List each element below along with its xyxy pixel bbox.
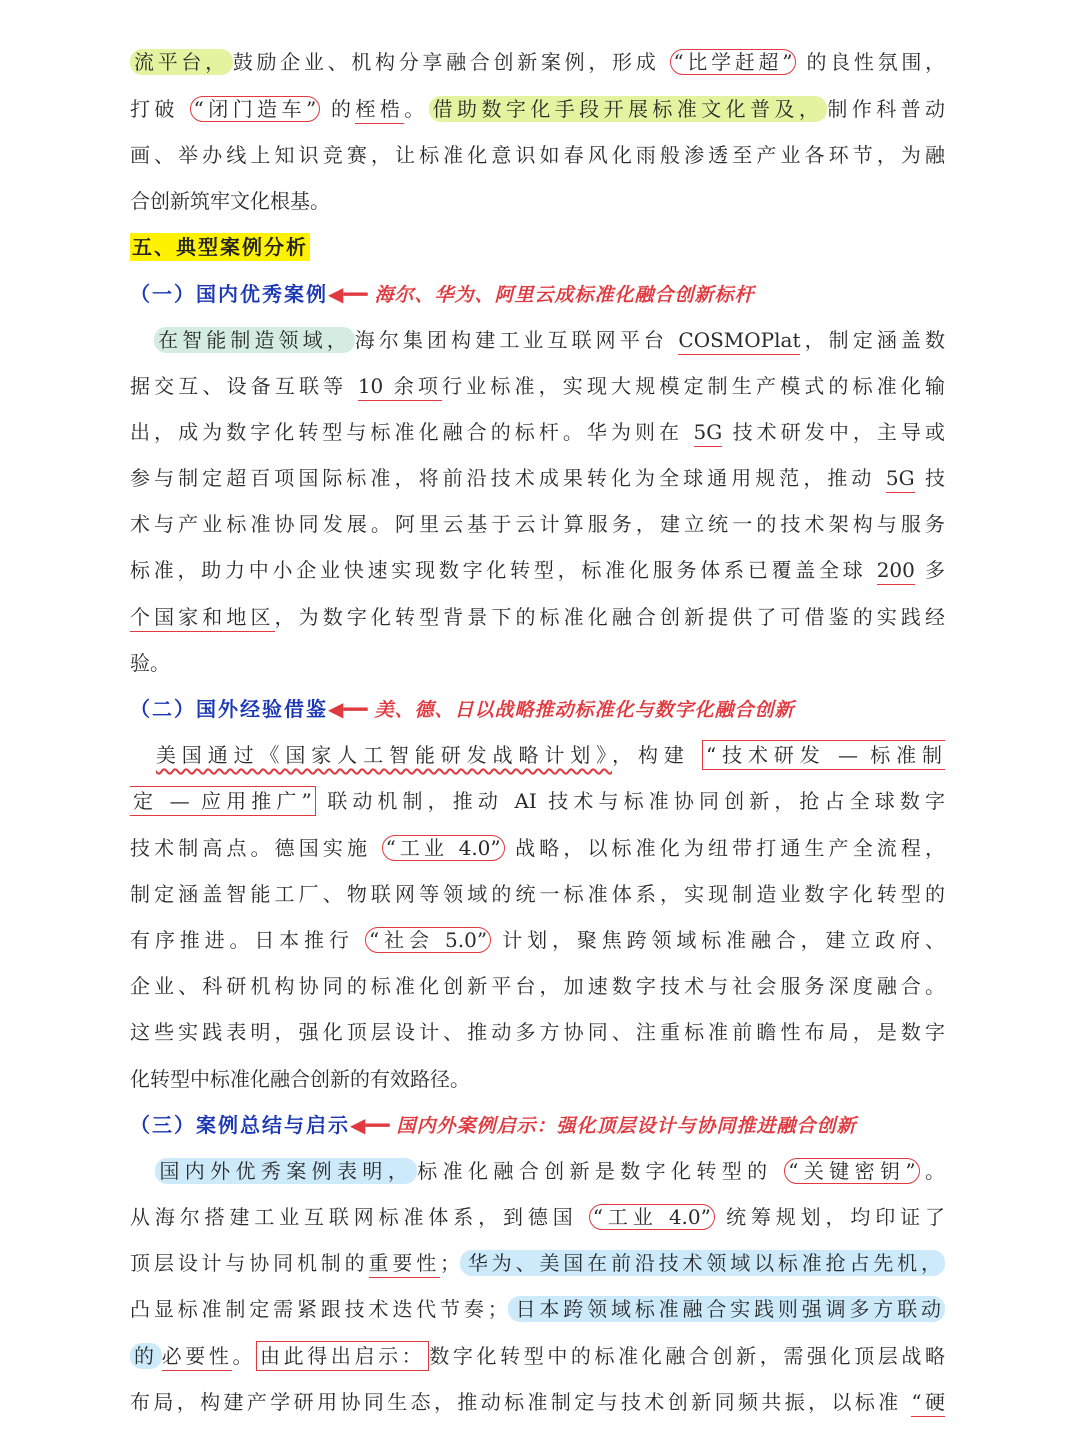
- text-line: [130, 603, 945, 631]
- text-line: [130, 741, 945, 769]
- text-run: 的良性氛围，: [796, 50, 946, 74]
- text-run: 鼓励企业、机构分享融合创新案例，形成: [232, 50, 670, 74]
- text-line: [130, 880, 945, 908]
- text-line: [130, 187, 945, 215]
- text-run: 联动机制，推动 AI 技术与标准协同创新，抢占全球数字: [315, 789, 945, 813]
- text-run: ，构建: [612, 743, 702, 767]
- text-line: [130, 787, 945, 815]
- marked-ul: 5G: [694, 420, 723, 447]
- marked-wavy: 美国通过《国家人工智能研发战略计划》: [155, 743, 613, 767]
- text-run: 打破: [130, 97, 190, 121]
- text-run: 数字化转型中的标准化融合创新，需强化顶层战略: [429, 1344, 946, 1368]
- text-line: [130, 1388, 945, 1416]
- marked-hl-b: 的: [130, 1343, 162, 1369]
- text-line: [130, 95, 945, 123]
- text-line: [130, 556, 945, 584]
- text-run: 技术制高点。德国实施: [130, 836, 382, 860]
- text-run: 。: [232, 1344, 257, 1368]
- text-run: 制作科普动: [827, 97, 946, 121]
- marked-ul: 桎梏: [355, 97, 404, 124]
- text-line: [130, 1157, 945, 1185]
- text-line: [130, 926, 945, 954]
- text-run: 企业、科研机构协同的标准化创新平台，加速数字技术与社会服务深度融合。: [130, 974, 945, 998]
- marked-arrow: ◀━━: [350, 1113, 397, 1137]
- text-run: ，制定涵盖数: [800, 328, 946, 352]
- text-line: [130, 834, 945, 862]
- text-line: [130, 1065, 945, 1093]
- subsection-heading: [130, 1111, 945, 1140]
- marked-note: 国内外案例启示：强化顶层设计与协同推进融合创新: [396, 1115, 857, 1137]
- marked-oval: “工业 4.0”: [382, 835, 505, 861]
- text-run: 技术研发中，主导或: [722, 420, 946, 444]
- marked-hl-b: 国内外优秀案例表明，: [155, 1158, 417, 1184]
- marked-ul: 5G: [886, 466, 915, 493]
- text-line: [130, 1295, 945, 1323]
- text-run: 制定涵盖智能工厂、物联网等领域的统一标准体系，实现制造业数字化转型的: [130, 882, 945, 906]
- text-run: 出，成为数字化转型与标准化融合的标杆。华为则在: [130, 420, 694, 444]
- text-line: [130, 464, 945, 492]
- marked-h-blue: （二）国外经验借鉴: [130, 697, 328, 721]
- text-run: 术与产业标准协同发展。阿里云基于云计算服务，建立统一的技术架构与服务: [130, 512, 945, 536]
- marked-h-blue: （三）案例总结与启示: [130, 1113, 350, 1137]
- text-run: 从海尔搭建工业互联网标准体系，到德国: [130, 1205, 589, 1229]
- marked-oval: “社会 5.0”: [365, 927, 491, 953]
- text-run: 多: [914, 558, 946, 582]
- text-line: [130, 418, 945, 446]
- marked-note: 海尔、华为、阿里云成标准化融合创新标杆: [374, 284, 755, 306]
- text-run: 顶层设计与协同机制的: [130, 1251, 369, 1275]
- marked-h-yellow: 五、典型案例分析: [132, 235, 308, 259]
- text-line: [130, 141, 945, 169]
- marked-box-l: “技术研发 — 标准制: [702, 740, 945, 770]
- text-line: [130, 372, 945, 400]
- text-run: ；: [440, 1251, 461, 1275]
- text-line: [130, 1249, 945, 1277]
- text-run: 有序推进。日本推行: [130, 928, 365, 952]
- marked-hl-g: 借助数字化手段开展标准文化普及，: [429, 96, 828, 122]
- marked-arrow: ◀━━: [328, 282, 375, 306]
- section-heading: [130, 233, 945, 261]
- marked-hl-g: 流平台，: [130, 49, 233, 75]
- marked-arrow: ◀━━: [328, 697, 375, 721]
- text-run: 。: [919, 1159, 946, 1183]
- text-run: 技: [914, 466, 945, 490]
- text-run: 计划，聚焦跨领域标准融合，建立政府、: [491, 928, 945, 952]
- marked-box: 由此得出启示：: [256, 1341, 429, 1371]
- text-run: 合创新筑牢文化根基。: [130, 189, 330, 213]
- text-line: [130, 510, 945, 538]
- text-run: 参与制定超百项国际标准，将前沿技术成果转化为全球通用规范，推动: [130, 466, 886, 490]
- marked-hl-b: 华为、美国在前沿技术领域以标准抢占先机，: [460, 1250, 945, 1276]
- text-run: 。: [404, 97, 429, 121]
- text-run: 凸显标准制定需紧跟技术迭代节奏；: [130, 1297, 508, 1321]
- text-run: [130, 328, 154, 352]
- text-run: 海尔集团构建工业互联网平台: [354, 328, 679, 352]
- text-run: 战略，以标准化为纽带打通生产全流程，: [504, 836, 945, 860]
- marked-oval: “比学赶超”: [670, 49, 797, 75]
- text-run: 统筹规划，均印证了: [714, 1205, 945, 1229]
- text-run: [130, 1159, 155, 1183]
- text-line: [130, 972, 945, 1000]
- text-line: [130, 1342, 945, 1370]
- text-run: 标准化融合创新是数字化转型的: [417, 1159, 785, 1183]
- marked-ul: 10 余项: [358, 374, 442, 401]
- marked-h-blue: （一）国内优秀案例: [130, 282, 328, 306]
- marked-hl-t: 在智能制造领域，: [154, 327, 355, 353]
- subsection-heading: [130, 280, 945, 309]
- marked-hl-b: 日本跨领域标准融合实践则强调多方联动: [508, 1296, 945, 1322]
- marked-note: 美、德、日以战略推动标准化与数字化融合创新: [374, 699, 795, 721]
- text-run: ，为数字化转型背景下的标准化融合创新提供了可借鉴的实践经: [274, 605, 946, 629]
- text-run: 行业标准，实现大规模定制生产模式的标准化输: [442, 374, 946, 398]
- text-run: 验。: [130, 651, 170, 675]
- subsection-heading: [130, 695, 945, 724]
- marked-box-r: 定 — 应用推广”: [130, 786, 316, 816]
- marked-ul: 重要性: [369, 1251, 441, 1278]
- marked-oval: “关键密钥”: [784, 1158, 919, 1184]
- text-run: 画、举办线上知识竞赛，让标准化意识如春风化雨般渗透至产业各环节，为融: [130, 143, 945, 167]
- marked-ul: 必要性: [162, 1344, 233, 1371]
- text-run: 的: [320, 97, 356, 121]
- text-run: 据交互、设备互联等: [130, 374, 358, 398]
- text-run: 这些实践表明，强化顶层设计、推动多方协同、注重标准前瞻性布局，是数字: [130, 1020, 945, 1044]
- marked-ul: “硬: [911, 1390, 945, 1417]
- text-run: [130, 743, 156, 767]
- text-run: 化转型中标准化融合创新的有效路径。: [130, 1067, 470, 1091]
- marked-ul: 个国家和地区: [130, 605, 275, 632]
- marked-ul: 200: [877, 558, 915, 585]
- marked-ul: COSMOPlat: [678, 328, 800, 355]
- text-run: 布局，构建产学研用协同生态，推动标准制定与技术创新同频共振，以标准: [130, 1390, 912, 1414]
- text-line: [130, 326, 945, 354]
- marked-oval: “工业 4.0”: [589, 1204, 715, 1230]
- text-line: [130, 48, 945, 76]
- text-line: [130, 649, 945, 677]
- text-line: [130, 1018, 945, 1046]
- text-line: [130, 1203, 945, 1231]
- marked-oval: “闭门造车”: [190, 96, 321, 122]
- text-run: 标准，助力中小企业快速实现数字化转型，标准化服务体系已覆盖全球: [130, 558, 877, 582]
